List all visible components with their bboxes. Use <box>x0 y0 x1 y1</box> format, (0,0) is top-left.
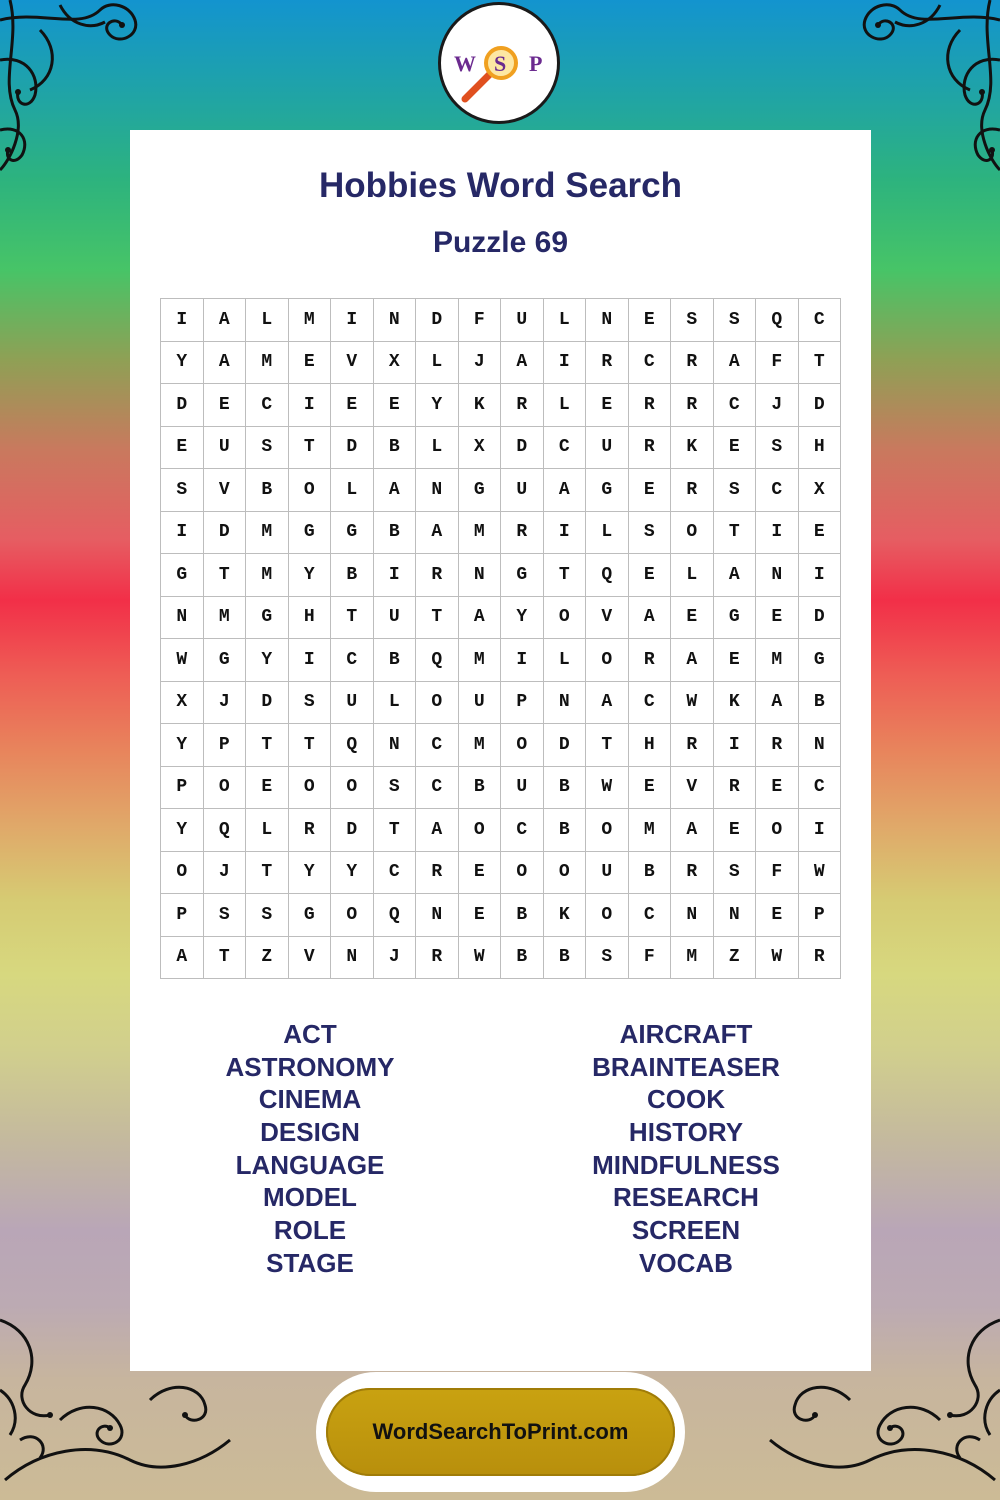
grid-cell[interactable]: W <box>671 682 714 725</box>
grid-cell[interactable]: E <box>586 384 629 427</box>
grid-cell[interactable]: A <box>756 682 799 725</box>
grid-cell[interactable]: S <box>714 852 757 895</box>
grid-cell[interactable]: C <box>246 384 289 427</box>
grid-cell[interactable]: M <box>459 724 502 767</box>
word-list-right <box>506 1018 866 1280</box>
grid-cell[interactable]: X <box>799 469 842 512</box>
grid-cell[interactable]: O <box>586 809 629 852</box>
grid-cell[interactable]: I <box>161 299 204 342</box>
grid-cell[interactable]: F <box>756 342 799 385</box>
grid-cell[interactable]: B <box>544 937 587 980</box>
grid-cell[interactable]: V <box>289 937 332 980</box>
grid-cell[interactable]: Y <box>289 554 332 597</box>
grid-cell[interactable]: V <box>331 342 374 385</box>
grid-cell[interactable]: C <box>629 894 672 937</box>
grid-cell[interactable]: C <box>629 342 672 385</box>
word-list-item: CINEMA <box>258 1084 362 1115</box>
grid-cell[interactable]: O <box>459 809 502 852</box>
grid-cell[interactable]: A <box>459 597 502 640</box>
grid-cell[interactable]: M <box>246 512 289 555</box>
grid-cell[interactable]: T <box>204 937 247 980</box>
word-list-item: ASTRONOMY <box>225 1051 395 1082</box>
grid-cell[interactable]: Y <box>416 384 459 427</box>
grid-cell[interactable]: N <box>799 724 842 767</box>
grid-cell[interactable]: E <box>756 597 799 640</box>
grid-cell[interactable]: U <box>501 469 544 512</box>
word-list-item: LANGUAGE <box>235 1149 385 1180</box>
grid-cell[interactable]: F <box>459 299 502 342</box>
grid-cell[interactable]: K <box>714 682 757 725</box>
grid-cell[interactable]: C <box>331 639 374 682</box>
grid-cell[interactable]: R <box>629 639 672 682</box>
grid-cell[interactable]: T <box>544 554 587 597</box>
grid-cell[interactable]: M <box>629 809 672 852</box>
grid-cell[interactable]: N <box>161 597 204 640</box>
grid-cell[interactable]: Q <box>586 554 629 597</box>
grid-cell[interactable]: E <box>629 469 672 512</box>
grid-cell[interactable]: O <box>501 852 544 895</box>
grid-cell[interactable]: N <box>374 724 417 767</box>
grid-cell[interactable]: L <box>416 342 459 385</box>
grid-cell[interactable]: R <box>289 809 332 852</box>
grid-cell[interactable]: B <box>629 852 672 895</box>
grid-cell[interactable]: C <box>416 724 459 767</box>
grid-cell[interactable]: T <box>799 342 842 385</box>
grid-cell[interactable]: L <box>374 682 417 725</box>
puzzle-number: Puzzle 69 <box>432 226 569 259</box>
grid-cell[interactable]: N <box>331 937 374 980</box>
grid-cell[interactable]: B <box>374 427 417 470</box>
grid-cell[interactable]: S <box>289 682 332 725</box>
grid-cell[interactable]: R <box>416 852 459 895</box>
grid-cell[interactable]: A <box>714 342 757 385</box>
grid-cell[interactable]: O <box>544 597 587 640</box>
grid-cell[interactable]: L <box>671 554 714 597</box>
word-list-item: DESIGN <box>260 1117 360 1148</box>
letter-grid <box>160 298 841 979</box>
grid-cell[interactable]: M <box>459 512 502 555</box>
grid-cell[interactable]: B <box>246 469 289 512</box>
grid-cell[interactable]: R <box>799 937 842 980</box>
word-list-item: ROLE <box>273 1215 347 1246</box>
grid-cell[interactable]: T <box>416 597 459 640</box>
grid-cell[interactable]: M <box>246 554 289 597</box>
grid-cell[interactable]: I <box>756 512 799 555</box>
grid-cell[interactable]: W <box>799 852 842 895</box>
grid-cell[interactable]: M <box>756 639 799 682</box>
grid-cell[interactable]: O <box>204 767 247 810</box>
grid-cell[interactable]: B <box>374 639 417 682</box>
grid-cell[interactable]: A <box>161 937 204 980</box>
grid-cell[interactable]: V <box>586 597 629 640</box>
grid-cell[interactable]: N <box>671 894 714 937</box>
grid-cell[interactable]: R <box>671 724 714 767</box>
grid-cell[interactable]: U <box>331 682 374 725</box>
grid-cell[interactable]: L <box>586 512 629 555</box>
grid-cell[interactable]: L <box>246 809 289 852</box>
word-list-item: RESEARCH <box>613 1182 759 1213</box>
grid-cell[interactable]: K <box>459 384 502 427</box>
grid-cell[interactable]: N <box>459 554 502 597</box>
grid-cell[interactable]: R <box>416 937 459 980</box>
grid-cell[interactable]: P <box>161 767 204 810</box>
grid-cell[interactable]: T <box>289 724 332 767</box>
grid-cell[interactable]: T <box>204 554 247 597</box>
grid-cell[interactable]: R <box>714 767 757 810</box>
grid-cell[interactable]: E <box>629 554 672 597</box>
grid-cell[interactable]: N <box>544 682 587 725</box>
grid-cell[interactable]: E <box>459 894 502 937</box>
word-list-item: BRAINTEASER <box>592 1051 780 1082</box>
grid-cell[interactable]: A <box>586 682 629 725</box>
grid-cell[interactable]: U <box>501 299 544 342</box>
grid-cell[interactable]: D <box>204 512 247 555</box>
grid-cell[interactable]: L <box>544 299 587 342</box>
word-list-item: MINDFULNESS <box>592 1149 780 1180</box>
grid-cell[interactable]: B <box>544 809 587 852</box>
grid-cell[interactable]: D <box>799 384 842 427</box>
grid-cell[interactable]: Q <box>416 639 459 682</box>
grid-cell[interactable]: K <box>671 427 714 470</box>
word-list-item: AIRCRAFT <box>619 1019 753 1049</box>
grid-cell[interactable]: G <box>161 554 204 597</box>
grid-cell[interactable]: A <box>629 597 672 640</box>
grid-cell[interactable]: S <box>204 894 247 937</box>
grid-cell[interactable]: Z <box>714 937 757 980</box>
word-list-item: VOCAB <box>639 1247 733 1278</box>
grid-cell[interactable]: C <box>714 384 757 427</box>
grid-cell[interactable]: I <box>714 724 757 767</box>
grid-cell[interactable]: G <box>586 469 629 512</box>
grid-cell[interactable]: T <box>246 852 289 895</box>
grid-cell[interactable]: E <box>246 767 289 810</box>
grid-cell[interactable]: B <box>799 682 842 725</box>
grid-cell[interactable]: Y <box>501 597 544 640</box>
grid-cell[interactable]: R <box>416 554 459 597</box>
grid-cell[interactable]: W <box>161 639 204 682</box>
grid-cell[interactable]: G <box>204 639 247 682</box>
grid-cell[interactable]: C <box>756 469 799 512</box>
grid-cell[interactable]: M <box>204 597 247 640</box>
grid-cell[interactable]: R <box>629 384 672 427</box>
grid-cell[interactable]: H <box>629 724 672 767</box>
grid-cell[interactable]: J <box>374 937 417 980</box>
grid-cell[interactable]: R <box>501 512 544 555</box>
grid-cell[interactable]: N <box>714 894 757 937</box>
grid-cell[interactable]: E <box>459 852 502 895</box>
grid-cell[interactable]: T <box>714 512 757 555</box>
grid-cell[interactable]: I <box>331 299 374 342</box>
grid-cell[interactable]: E <box>374 384 417 427</box>
grid-cell[interactable]: J <box>459 342 502 385</box>
grid-cell[interactable]: A <box>374 469 417 512</box>
grid-cell[interactable]: Q <box>756 299 799 342</box>
grid-cell[interactable]: S <box>629 512 672 555</box>
grid-cell[interactable]: R <box>629 427 672 470</box>
grid-cell[interactable]: T <box>289 427 332 470</box>
grid-cell[interactable]: B <box>501 937 544 980</box>
grid-cell[interactable]: L <box>544 639 587 682</box>
grid-cell[interactable]: D <box>331 427 374 470</box>
logo-letter-w: W <box>454 51 476 76</box>
grid-cell[interactable]: Q <box>374 894 417 937</box>
grid-cell[interactable]: I <box>544 342 587 385</box>
grid-cell[interactable]: G <box>331 512 374 555</box>
grid-cell[interactable]: E <box>671 597 714 640</box>
grid-cell[interactable]: B <box>544 767 587 810</box>
grid-cell[interactable]: O <box>501 724 544 767</box>
grid-cell[interactable]: G <box>246 597 289 640</box>
grid-cell[interactable]: Y <box>161 724 204 767</box>
grid-cell[interactable]: B <box>331 554 374 597</box>
grid-cell[interactable]: O <box>289 469 332 512</box>
grid-cell[interactable]: G <box>799 639 842 682</box>
grid-cell[interactable]: O <box>331 894 374 937</box>
grid-cell[interactable]: O <box>331 767 374 810</box>
grid-cell[interactable]: S <box>246 894 289 937</box>
grid-cell[interactable]: U <box>459 682 502 725</box>
grid-cell[interactable]: S <box>374 767 417 810</box>
grid-cell[interactable]: O <box>586 639 629 682</box>
grid-cell[interactable]: E <box>756 767 799 810</box>
grid-cell[interactable]: K <box>544 894 587 937</box>
grid-cell[interactable]: O <box>756 809 799 852</box>
grid-cell[interactable]: I <box>289 384 332 427</box>
grid-cell[interactable]: V <box>204 469 247 512</box>
grid-cell[interactable]: T <box>586 724 629 767</box>
grid-cell[interactable]: I <box>544 512 587 555</box>
grid-cell[interactable]: U <box>586 852 629 895</box>
grid-cell[interactable]: I <box>289 639 332 682</box>
website-button[interactable]: WordSearchToPrint.com <box>326 1388 675 1476</box>
grid-cell[interactable]: C <box>501 809 544 852</box>
grid-cell[interactable]: D <box>246 682 289 725</box>
grid-cell[interactable]: H <box>289 597 332 640</box>
grid-cell[interactable]: G <box>501 554 544 597</box>
grid-cell[interactable]: N <box>416 469 459 512</box>
grid-cell[interactable]: S <box>714 469 757 512</box>
grid-cell[interactable]: R <box>586 342 629 385</box>
magnifier-icon <box>441 5 557 121</box>
grid-cell[interactable]: N <box>416 894 459 937</box>
grid-cell[interactable]: R <box>671 384 714 427</box>
grid-cell[interactable]: J <box>756 384 799 427</box>
grid-cell[interactable]: Y <box>289 852 332 895</box>
grid-cell[interactable]: D <box>161 384 204 427</box>
grid-cell[interactable]: B <box>501 894 544 937</box>
grid-cell[interactable]: I <box>799 554 842 597</box>
grid-cell[interactable]: O <box>586 894 629 937</box>
grid-cell[interactable]: X <box>459 427 502 470</box>
grid-cell[interactable]: O <box>544 852 587 895</box>
grid-cell[interactable]: U <box>501 767 544 810</box>
footer-button-wrap <box>316 1372 685 1492</box>
grid-cell[interactable]: H <box>799 427 842 470</box>
grid-cell[interactable]: M <box>289 299 332 342</box>
top-left-ornament <box>0 0 150 200</box>
grid-cell[interactable]: F <box>629 937 672 980</box>
grid-cell[interactable]: D <box>544 724 587 767</box>
grid-cell[interactable]: O <box>161 852 204 895</box>
grid-cell[interactable]: Q <box>204 809 247 852</box>
grid-cell[interactable]: C <box>416 767 459 810</box>
grid-cell[interactable]: N <box>586 299 629 342</box>
grid-cell[interactable]: P <box>204 724 247 767</box>
grid-cell[interactable]: P <box>161 894 204 937</box>
grid-cell[interactable]: T <box>331 597 374 640</box>
grid-cell[interactable]: X <box>161 682 204 725</box>
grid-cell[interactable]: R <box>756 724 799 767</box>
grid-cell[interactable]: S <box>161 469 204 512</box>
grid-cell[interactable]: W <box>459 937 502 980</box>
grid-cell[interactable]: U <box>586 427 629 470</box>
grid-cell[interactable]: S <box>714 299 757 342</box>
grid-cell[interactable]: R <box>671 469 714 512</box>
logo-letter-p: P <box>529 51 543 76</box>
grid-cell[interactable]: Q <box>331 724 374 767</box>
grid-cell[interactable]: C <box>374 852 417 895</box>
grid-cell[interactable]: P <box>501 682 544 725</box>
grid-cell[interactable]: A <box>714 554 757 597</box>
word-list-item: SCREEN <box>631 1215 741 1246</box>
word-list-item: STAGE <box>266 1247 354 1278</box>
grid-cell[interactable]: D <box>416 299 459 342</box>
grid-cell[interactable]: S <box>756 427 799 470</box>
grid-cell[interactable]: C <box>799 767 842 810</box>
grid-cell[interactable]: Y <box>161 342 204 385</box>
grid-cell[interactable]: E <box>331 384 374 427</box>
grid-cell[interactable]: M <box>246 342 289 385</box>
grid-cell[interactable]: E <box>714 427 757 470</box>
grid-cell[interactable]: E <box>289 342 332 385</box>
grid-cell[interactable]: S <box>586 937 629 980</box>
grid-cell[interactable]: L <box>331 469 374 512</box>
grid-cell[interactable]: A <box>204 342 247 385</box>
grid-cell[interactable]: I <box>161 512 204 555</box>
word-list-item: ACT <box>283 1019 337 1049</box>
grid-cell[interactable]: A <box>204 299 247 342</box>
grid-cell[interactable]: V <box>671 767 714 810</box>
grid-cell[interactable]: E <box>714 809 757 852</box>
grid-cell[interactable]: N <box>756 554 799 597</box>
grid-cell[interactable]: D <box>331 809 374 852</box>
wsp-logo[interactable] <box>438 2 560 124</box>
grid-cell[interactable]: T <box>246 724 289 767</box>
word-list-item: MODEL <box>263 1182 357 1213</box>
grid-cell[interactable]: M <box>671 937 714 980</box>
grid-cell[interactable]: E <box>714 639 757 682</box>
grid-cell[interactable]: S <box>246 427 289 470</box>
grid-cell[interactable]: I <box>799 809 842 852</box>
word-list-item: HISTORY <box>628 1117 744 1148</box>
grid-cell[interactable]: G <box>714 597 757 640</box>
grid-cell[interactable]: E <box>161 427 204 470</box>
grid-cell[interactable]: N <box>374 299 417 342</box>
grid-cell[interactable]: G <box>289 894 332 937</box>
grid-cell[interactable]: E <box>629 299 672 342</box>
grid-cell[interactable]: L <box>246 299 289 342</box>
word-list-left <box>130 1018 490 1280</box>
grid-cell[interactable]: A <box>671 639 714 682</box>
grid-cell[interactable]: F <box>756 852 799 895</box>
grid-cell[interactable]: A <box>416 512 459 555</box>
grid-cell[interactable]: A <box>501 342 544 385</box>
grid-cell[interactable]: D <box>799 597 842 640</box>
grid-cell[interactable]: G <box>289 512 332 555</box>
grid-cell[interactable]: A <box>544 469 587 512</box>
grid-cell[interactable]: G <box>459 469 502 512</box>
grid-cell[interactable]: O <box>289 767 332 810</box>
grid-cell[interactable]: I <box>501 639 544 682</box>
grid-cell[interactable]: I <box>374 554 417 597</box>
grid-cell[interactable]: S <box>671 299 714 342</box>
grid-cell[interactable]: R <box>671 342 714 385</box>
grid-cell[interactable]: B <box>459 767 502 810</box>
grid-cell[interactable]: C <box>629 682 672 725</box>
grid-cell[interactable]: A <box>416 809 459 852</box>
grid-cell[interactable]: Z <box>246 937 289 980</box>
grid-cell[interactable]: U <box>204 427 247 470</box>
grid-cell[interactable]: Y <box>246 639 289 682</box>
top-right-ornament <box>850 0 1000 200</box>
grid-cell[interactable]: O <box>671 512 714 555</box>
grid-cell[interactable]: J <box>204 682 247 725</box>
grid-cell[interactable]: C <box>544 427 587 470</box>
grid-cell[interactable]: C <box>799 299 842 342</box>
grid-cell[interactable]: X <box>374 342 417 385</box>
grid-cell[interactable]: E <box>629 767 672 810</box>
page-title: Hobbies Word Search <box>318 166 683 205</box>
grid-cell[interactable]: W <box>586 767 629 810</box>
grid-cell[interactable]: P <box>799 894 842 937</box>
grid-cell[interactable]: R <box>671 852 714 895</box>
grid-cell[interactable]: W <box>756 937 799 980</box>
grid-cell[interactable]: E <box>756 894 799 937</box>
grid-cell[interactable]: T <box>374 809 417 852</box>
grid-cell[interactable]: Y <box>161 809 204 852</box>
grid-cell[interactable]: E <box>204 384 247 427</box>
grid-cell[interactable]: J <box>204 852 247 895</box>
grid-cell[interactable]: D <box>501 427 544 470</box>
grid-cell[interactable]: E <box>799 512 842 555</box>
grid-cell[interactable]: O <box>416 682 459 725</box>
grid-cell[interactable]: L <box>544 384 587 427</box>
logo-letter-s: S <box>494 51 507 76</box>
grid-cell[interactable]: B <box>374 512 417 555</box>
grid-cell[interactable]: A <box>671 809 714 852</box>
word-list-item: COOK <box>647 1084 725 1115</box>
grid-cell[interactable]: U <box>374 597 417 640</box>
grid-cell[interactable]: M <box>459 639 502 682</box>
grid-cell[interactable]: L <box>416 427 459 470</box>
puzzle-panel <box>130 130 871 1371</box>
grid-cell[interactable]: Y <box>331 852 374 895</box>
grid-cell[interactable]: R <box>501 384 544 427</box>
